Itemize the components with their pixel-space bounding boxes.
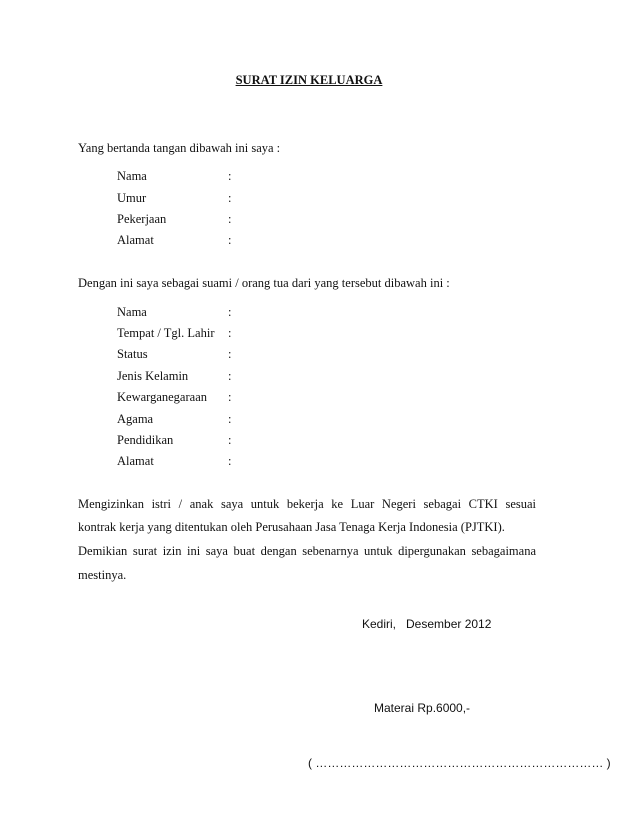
- worker-field-colon: :: [228, 326, 232, 340]
- worker-field-label: Alamat: [117, 454, 154, 468]
- relation-intro-text: Dengan ini saya sebagai suami / orang tua dari yang tersebut dibawah ini :: [78, 276, 450, 290]
- worker-field-label: Agama: [117, 412, 154, 426]
- worker-field-colon: :: [228, 412, 232, 426]
- signer-field-label: Nama: [117, 169, 147, 183]
- worker-field-label: Nama: [117, 305, 147, 319]
- body-line: Mengizinkan istri / anak saya untuk bekerja ke Luar Negeri sebagai CTKI sesuai: [78, 497, 536, 511]
- worker-field-colon: :: [228, 305, 232, 319]
- signer-field-label: Alamat: [117, 233, 154, 247]
- signature-line: ( ……………………………………………………………… ): [308, 756, 611, 770]
- worker-field-label: Status: [117, 347, 148, 361]
- signer-field-colon: :: [228, 191, 232, 205]
- body-line: Demikian surat izin ini saya buat dengan sebenarnya untuk dipergunakan sebagaimana: [78, 544, 536, 558]
- signer-field-colon: :: [228, 212, 232, 226]
- signer-field-colon: :: [228, 233, 232, 247]
- signer-field-colon: :: [228, 169, 232, 183]
- worker-field-colon: :: [228, 433, 232, 447]
- intro-text: Yang bertanda tangan dibawah ini saya :: [78, 141, 281, 155]
- body-line: kontrak kerja yang ditentukan oleh Perusahaan Jasa Tenaga Kerja Indonesia (PJTKI).: [78, 520, 505, 534]
- worker-field-colon: :: [228, 369, 232, 383]
- place-date: Kediri, Desember 2012: [362, 617, 492, 631]
- body-line: mestinya.: [78, 568, 127, 582]
- worker-field-label: Kewarganegaraan: [117, 390, 207, 404]
- stamp-duty-note: Materai Rp.6000,-: [374, 701, 471, 715]
- signer-field-label: Umur: [117, 191, 147, 205]
- worker-field-colon: :: [228, 390, 232, 404]
- worker-field-colon: :: [228, 347, 232, 361]
- worker-field-label: Pendidikan: [117, 433, 174, 447]
- signer-field-label: Pekerjaan: [117, 212, 167, 226]
- worker-field-colon: :: [228, 454, 232, 468]
- document-title: SURAT IZIN KELUARGA: [235, 73, 383, 87]
- worker-field-label: Jenis Kelamin: [117, 369, 189, 383]
- worker-field-label: Tempat / Tgl. Lahir: [117, 326, 215, 340]
